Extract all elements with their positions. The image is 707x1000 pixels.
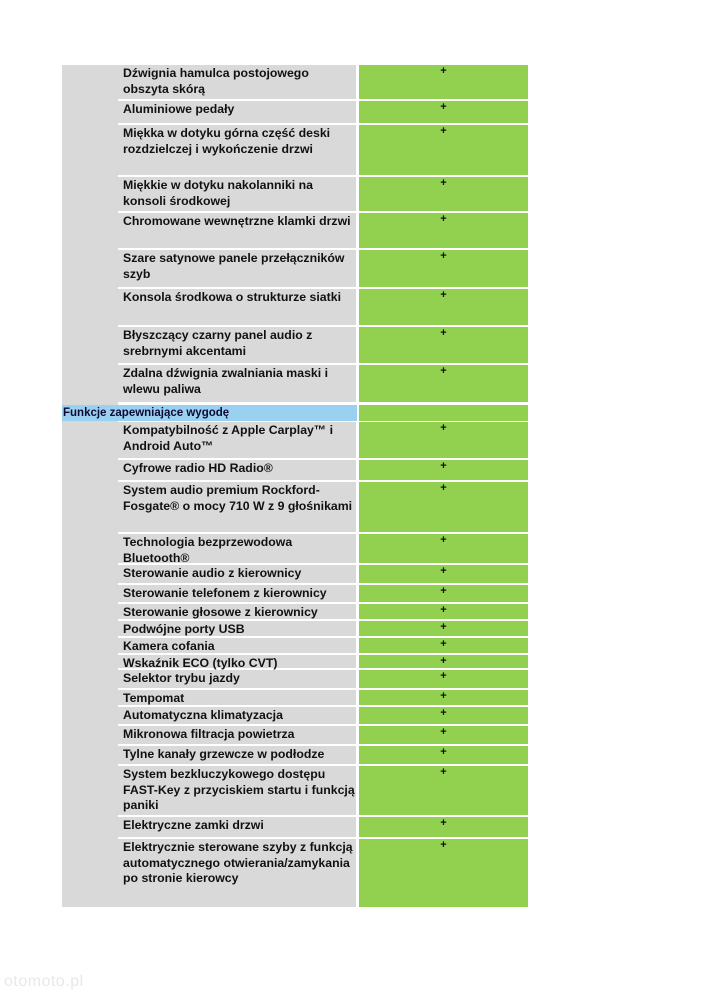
spec-row	[118, 101, 528, 123]
spec-value: +	[359, 655, 528, 668]
spec-label: Dźwignia hamulca postojowego obszyta skórą	[118, 65, 356, 99]
spec-label: Kompatybilność z Apple Carplay™ i Android Auto™	[118, 422, 356, 458]
spec-value: +	[359, 534, 528, 563]
spec-value: +	[359, 101, 528, 123]
spec-row	[118, 125, 528, 175]
spec-row	[118, 726, 528, 744]
spec-label: Błyszczący czarny panel audio z srebrnymi akcentami	[118, 327, 356, 363]
spec-label: Tylne kanały grzewcze w podłodze	[118, 746, 356, 764]
spec-row	[118, 460, 528, 480]
spec-label: Elektryczne zamki drzwi	[118, 817, 356, 837]
spec-label: Tempomat	[118, 690, 356, 705]
spec-row	[118, 766, 528, 815]
spec-row	[118, 327, 528, 363]
spec-label: Sterowanie audio z kierownicy	[118, 565, 356, 583]
spec-value: +	[359, 726, 528, 744]
spec-label: System audio premium Rockford-Fosgate® o mocy 710 W z 9 głośnikami	[118, 482, 356, 532]
spec-label: Kamera cofania	[118, 638, 356, 653]
spec-row	[118, 690, 528, 705]
spec-value: +	[359, 746, 528, 764]
spec-value: +	[359, 482, 528, 532]
spec-value: +	[359, 766, 528, 815]
spec-row	[118, 604, 528, 619]
spec-value: +	[359, 125, 528, 175]
watermark: otomoto.pl	[4, 973, 84, 990]
spec-label: Cyfrowe radio HD Radio®	[118, 460, 356, 480]
spec-row	[118, 289, 528, 325]
spec-label: Konsola środkowa o strukturze siatki	[118, 289, 356, 325]
spec-label: Technologia bezprzewodowa Bluetooth®	[118, 534, 356, 563]
section-header-value-cell	[359, 405, 528, 421]
spec-value: +	[359, 327, 528, 363]
spec-value: +	[359, 565, 528, 583]
spec-row	[118, 670, 528, 688]
spec-row	[118, 817, 528, 837]
spec-row	[118, 707, 528, 724]
spec-row	[118, 177, 528, 211]
spec-row	[118, 565, 528, 583]
spec-label: Elektrycznie sterowane szyby z funkcją automatycznego otwierania/zamykania po stronie kierowcy	[118, 839, 356, 907]
spec-value: +	[359, 289, 528, 325]
spec-value: +	[359, 839, 528, 907]
spec-row	[118, 213, 528, 248]
spec-label: Sterowanie głosowe z kierownicy	[118, 604, 356, 619]
spec-row	[118, 534, 528, 563]
spec-value: +	[359, 621, 528, 636]
spec-row	[118, 655, 528, 668]
spec-label: Podwójne porty USB	[118, 621, 356, 636]
spec-value: +	[359, 65, 528, 99]
spec-label: Zdalna dźwignia zwalniania maski i wlewu paliwa	[118, 365, 356, 402]
spec-value: +	[359, 670, 528, 688]
spec-value: +	[359, 690, 528, 705]
spec-label: Szare satynowe panele przełączników szyb	[118, 250, 356, 287]
spec-row	[118, 585, 528, 602]
spec-value: +	[359, 365, 528, 402]
spec-value: +	[359, 707, 528, 724]
spec-value: +	[359, 638, 528, 653]
spec-row	[118, 638, 528, 653]
spec-row	[118, 365, 528, 402]
spec-value: +	[359, 817, 528, 837]
section-header	[62, 405, 357, 421]
spec-label: Miękkie w dotyku nakolanniki na konsoli środkowej	[118, 177, 356, 211]
spec-value: +	[359, 585, 528, 602]
spec-label: Miękka w dotyku górna część deski rozdzielczej i wykończenie drzwi	[118, 125, 356, 175]
spec-label: Mikronowa filtracja powietrza	[118, 726, 356, 744]
spec-value: +	[359, 177, 528, 211]
spec-label: Selektor trybu jazdy	[118, 670, 356, 688]
spec-label: Wskaźnik ECO (tylko CVT)	[118, 655, 356, 668]
spec-value: +	[359, 422, 528, 458]
spec-label: Sterowanie telefonem z kierownicy	[118, 585, 356, 602]
spec-label: Automatyczna klimatyzacja	[118, 707, 356, 724]
spec-value: +	[359, 604, 528, 619]
spec-row	[118, 839, 528, 907]
spec-value: +	[359, 250, 528, 287]
spec-row	[118, 65, 528, 99]
section-title: Funkcje zapewniające wygodę	[63, 407, 230, 419]
spec-row	[118, 482, 528, 532]
spec-label: Aluminiowe pedały	[118, 101, 356, 123]
spec-row	[118, 250, 528, 287]
spec-value: +	[359, 213, 528, 248]
spec-row	[118, 746, 528, 764]
spec-row	[118, 621, 528, 636]
spec-label: System bezkluczykowego dostępu FAST-Key z przyciskiem startu i funkcją paniki	[118, 766, 356, 815]
spec-row	[118, 422, 528, 458]
left-margin-column	[62, 65, 118, 907]
spec-value: +	[359, 460, 528, 480]
spec-label: Chromowane wewnętrzne klamki drzwi	[118, 213, 356, 248]
